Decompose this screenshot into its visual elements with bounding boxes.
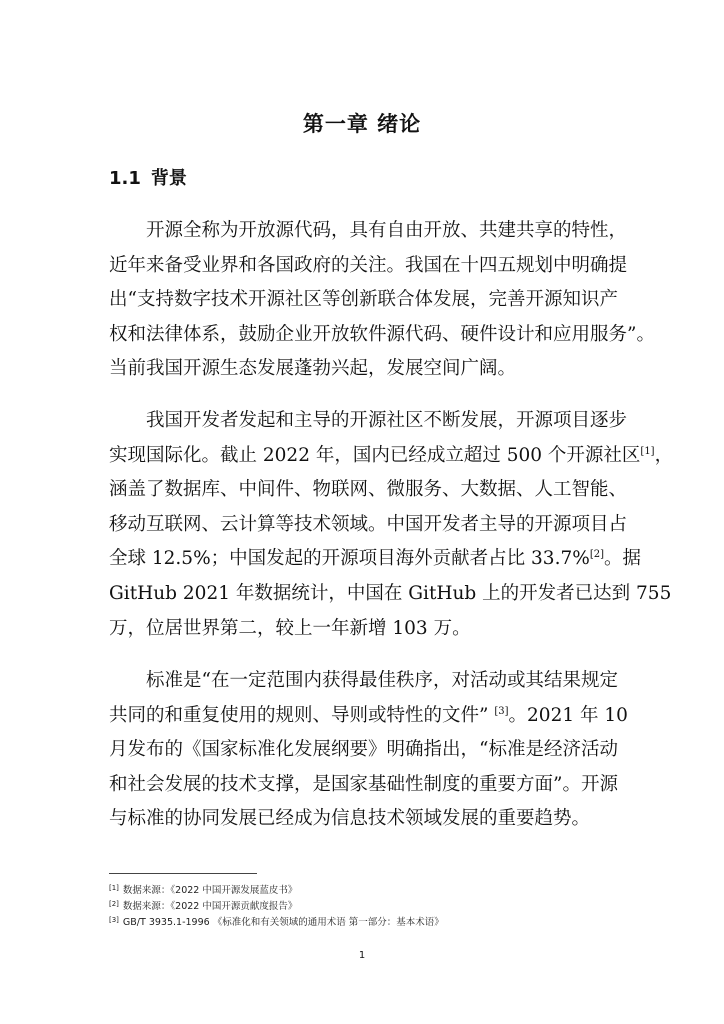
text-line: 与标准的协同发展已经成为信息技术领域发展的重要趋势。: [109, 808, 591, 830]
citation-ref-2: [2]: [589, 549, 604, 561]
paragraph-1: [109, 214, 655, 387]
text-line: 开源全称为开放源代码，具有自由开放、共建共享的特性，: [109, 220, 628, 241]
text-line: 权和法律体系，鼓励企业开放软件源代码、硬件设计和应用服务”。: [109, 323, 655, 345]
text-segment: 。2021 年 10: [508, 704, 628, 726]
text-line: GitHub 2021 年数据统计，中国在 GitHub 上的开发者已达到 755: [109, 582, 672, 604]
footnote: [109, 896, 629, 912]
text-segment: 实现国际化。截止 2022 年，国内已经成立超过 500 个开源社区: [109, 444, 641, 466]
chapter-title: 第一章 绪论: [302, 112, 422, 136]
footnote-text: 数据来源：《2022 中国开源贡献度报告》: [122, 901, 298, 912]
text-segment: ，: [654, 444, 674, 466]
footnote-mark: [3]: [109, 916, 119, 924]
text-line: 涵盖了数据库、中间件、物联网、微服务、大数据、人工智能、: [109, 479, 628, 501]
text-line: 当前我国开源生态发展蓬勃兴起，发展空间广阔。: [109, 358, 517, 380]
footnote-text: GB/T 3935.1-1996 《标准化和有关领域的通用术语 第一部分：基本术语》: [122, 917, 444, 928]
text-segment: 共同的和重复使用的规则、导则或特性的文件”: [109, 704, 489, 726]
text-line: 移动互联网、云计算等技术领域。中国开发者主导的开源项目占: [109, 513, 628, 535]
paragraph-3: [109, 664, 629, 837]
footnote: [109, 912, 629, 928]
section-title: 背景: [150, 168, 187, 189]
footnote-mark: [1]: [109, 884, 119, 892]
text-line: 我国开发者发起和主导的开源社区不断发展，开源项目逐步: [109, 410, 628, 431]
section-number: 1.1: [109, 168, 141, 189]
text-line: 和社会发展的技术支撑，是国家基础性制度的重要方面”。开源: [109, 773, 618, 795]
page-number: 1: [358, 950, 366, 961]
citation-ref-1: [1]: [640, 445, 655, 457]
text-line: 月发布的《国家标准化发展纲要》明确指出，“标准是经济活动: [109, 739, 618, 761]
footnote-divider: [109, 873, 257, 874]
text-line: 标准是“在一定范围内获得最佳秩序，对活动或其结果规定: [109, 670, 618, 691]
text-line: [109, 542, 641, 577]
footnote: [109, 880, 629, 896]
text-line: [109, 699, 629, 734]
section-heading: [109, 164, 187, 190]
text-segment: 。据: [603, 548, 641, 570]
text-line: 出“支持数字技术开源社区等创新联合体发展，完善开源知识产: [109, 289, 618, 311]
paragraph-2: [109, 404, 674, 646]
footnotes: [109, 880, 629, 928]
text-line: [109, 439, 674, 474]
citation-ref-3: [3]: [494, 705, 509, 717]
text-line: 近年来备受业界和各国政府的关注。我国在十四五规划中明确提: [109, 254, 628, 276]
text-line: 万，位居世界第二，较上一年新增 103 万。: [109, 617, 471, 639]
text-segment: 全球 12.5%；中国发起的开源项目海外贡献者占比 33.7%: [109, 548, 590, 570]
footnote-text: 数据来源：《2022 中国开源发展蓝皮书》: [122, 885, 298, 896]
footnote-mark: [2]: [109, 900, 119, 908]
